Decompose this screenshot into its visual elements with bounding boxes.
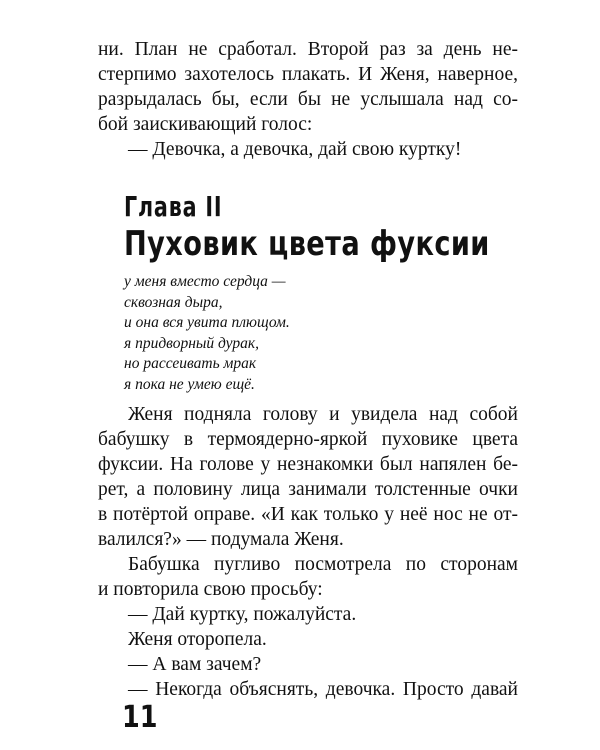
dialogue-line: — А вам зачем?	[128, 654, 262, 675]
dialogue-line: — Дай куртку, пожалуйста.	[128, 604, 357, 625]
text-line: бой заискивающий голос:	[98, 114, 313, 135]
dialogue-line: — Девочка, а девочка, дай свою куртку!	[128, 139, 462, 160]
dialogue-line: — Некогда объяснять, девочка. Просто давай	[128, 679, 518, 700]
text-line: валился?» — подумала Женя.	[98, 529, 344, 550]
text-line: разрыдалась бы, если бы не услышала над со-	[98, 89, 518, 110]
epigraph-line: но рассеивать мрак	[124, 355, 257, 372]
epigraph-line: я пока не умею ещё.	[124, 375, 255, 393]
chapter-number: Глава II	[124, 190, 223, 223]
text-line: и повторила свою просьбу:	[98, 579, 323, 600]
text-line: бабушку в термоядерно-яркой пуховике цвета	[98, 429, 518, 450]
epigraph-line: я придворный дурак,	[124, 334, 259, 352]
text-line: ни. План не сработал. Второй раз за день не-	[98, 39, 518, 60]
body-text	[98, 402, 518, 702]
text-line: в потёртой оправе. «И как только у неё нос не от-	[98, 504, 518, 525]
text-line: Женя оторопела.	[128, 629, 267, 650]
epigraph-line: и она вся увита плющом.	[124, 314, 290, 331]
epigraph-line: у меня вместо сердца —	[124, 273, 286, 290]
epigraph	[124, 272, 290, 395]
text-line: рет, а половину лица занимали толстенные очки	[98, 479, 518, 500]
text-line: стерпимо захотелось плакать. И Женя, наверное,	[98, 64, 518, 85]
text-line: Бабушка пугливо посмотрела по сторонам	[128, 554, 518, 575]
epigraph-line: сквозная дыра,	[124, 293, 223, 311]
chapter-title: Пуховик цвета фуксии	[124, 224, 490, 264]
text-line: фуксии. На голове у незнакомки был напялен бе-	[98, 454, 518, 475]
page-number: 11	[122, 700, 158, 735]
text-line: Женя подняла голову и увидела над собой	[128, 404, 518, 425]
top-paragraph	[98, 37, 518, 162]
